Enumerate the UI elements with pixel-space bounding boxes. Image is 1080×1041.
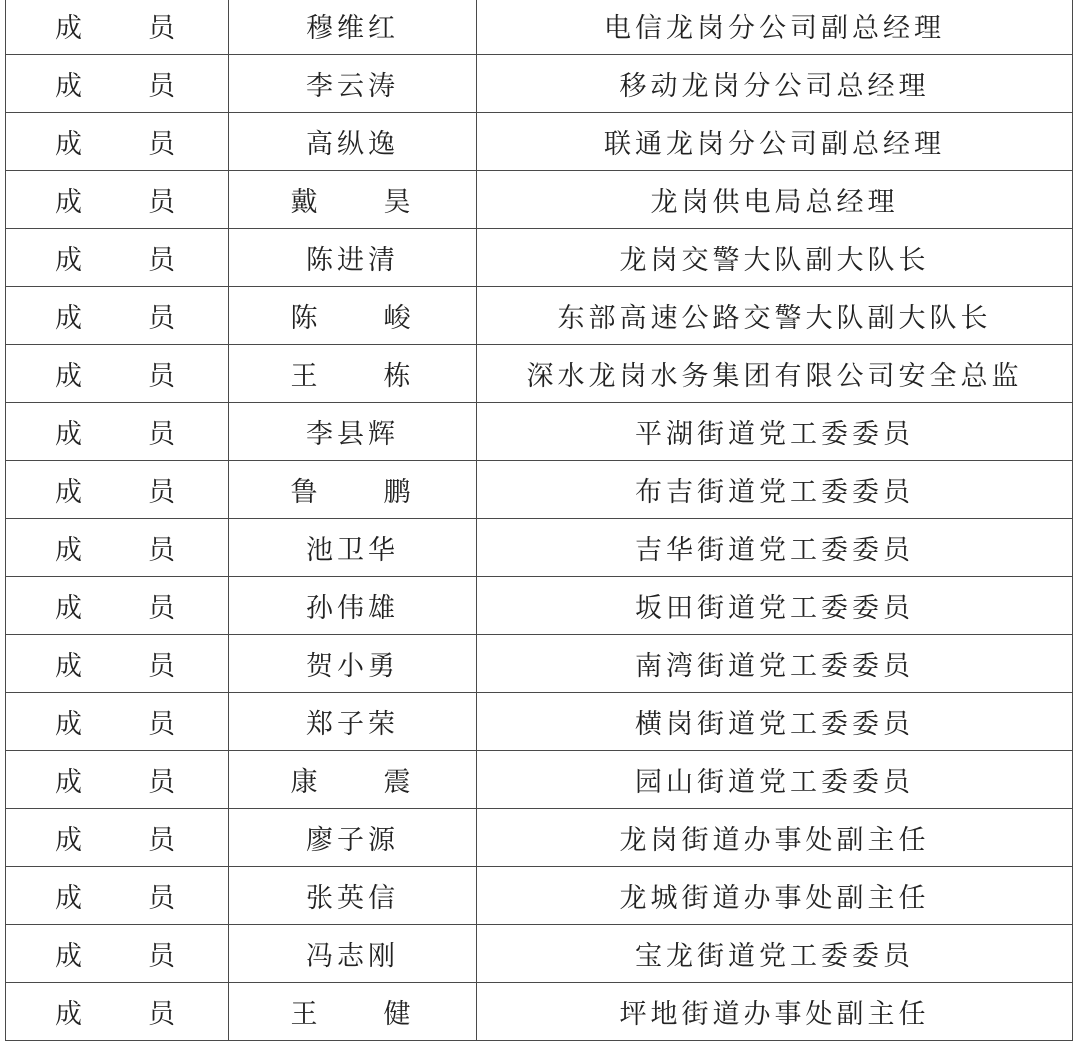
name-cell: 穆维红 xyxy=(229,0,477,55)
table-row xyxy=(6,229,1073,287)
role-cell: 成 员 xyxy=(6,751,229,809)
role-cell: 成 员 xyxy=(6,229,229,287)
role-cell: 成 员 xyxy=(6,925,229,983)
position-cell: 龙城街道办事处副主任 xyxy=(477,867,1073,925)
name-cell: 张英信 xyxy=(229,867,477,925)
table-row xyxy=(6,345,1073,403)
name-cell: 廖子源 xyxy=(229,809,477,867)
role-cell: 成 员 xyxy=(6,113,229,171)
table-row xyxy=(6,577,1073,635)
position-cell: 龙岗交警大队副大队长 xyxy=(477,229,1073,287)
member-table xyxy=(5,0,1073,1041)
position-cell: 联通龙岗分公司副总经理 xyxy=(477,113,1073,171)
position-cell: 移动龙岗分公司总经理 xyxy=(477,55,1073,113)
name-cell: 王 栋 xyxy=(229,345,477,403)
role-cell: 成 员 xyxy=(6,867,229,925)
name-cell: 戴 昊 xyxy=(229,171,477,229)
member-table-body xyxy=(6,0,1073,1041)
position-cell: 吉华街道党工委委员 xyxy=(477,519,1073,577)
role-cell: 成 员 xyxy=(6,345,229,403)
role-cell: 成 员 xyxy=(6,403,229,461)
table-row xyxy=(6,55,1073,113)
name-cell: 冯志刚 xyxy=(229,925,477,983)
position-cell: 坪地街道办事处副主任 xyxy=(477,983,1073,1041)
name-cell: 孙伟雄 xyxy=(229,577,477,635)
role-cell: 成 员 xyxy=(6,287,229,345)
role-cell: 成 员 xyxy=(6,693,229,751)
position-cell: 坂田街道党工委委员 xyxy=(477,577,1073,635)
table-row xyxy=(6,0,1073,55)
role-cell: 成 员 xyxy=(6,171,229,229)
table-row xyxy=(6,113,1073,171)
name-cell: 池卫华 xyxy=(229,519,477,577)
role-cell: 成 员 xyxy=(6,635,229,693)
table-row xyxy=(6,693,1073,751)
name-cell: 陈 峻 xyxy=(229,287,477,345)
table-row xyxy=(6,171,1073,229)
name-cell: 高纵逸 xyxy=(229,113,477,171)
position-cell: 东部高速公路交警大队副大队长 xyxy=(477,287,1073,345)
table-row xyxy=(6,461,1073,519)
name-cell: 李县辉 xyxy=(229,403,477,461)
position-cell: 平湖街道党工委委员 xyxy=(477,403,1073,461)
position-cell: 宝龙街道党工委委员 xyxy=(477,925,1073,983)
position-cell: 电信龙岗分公司副总经理 xyxy=(477,0,1073,55)
position-cell: 龙岗供电局总经理 xyxy=(477,171,1073,229)
position-cell: 南湾街道党工委委员 xyxy=(477,635,1073,693)
role-cell: 成 员 xyxy=(6,55,229,113)
table-row xyxy=(6,925,1073,983)
table-row xyxy=(6,809,1073,867)
role-cell: 成 员 xyxy=(6,577,229,635)
name-cell: 康 震 xyxy=(229,751,477,809)
role-cell: 成 员 xyxy=(6,461,229,519)
role-cell: 成 员 xyxy=(6,809,229,867)
name-cell: 贺小勇 xyxy=(229,635,477,693)
position-cell: 深水龙岗水务集团有限公司安全总监 xyxy=(477,345,1073,403)
table-row xyxy=(6,403,1073,461)
table-row xyxy=(6,287,1073,345)
name-cell: 郑子荣 xyxy=(229,693,477,751)
position-cell: 横岗街道党工委委员 xyxy=(477,693,1073,751)
name-cell: 陈进清 xyxy=(229,229,477,287)
role-cell: 成 员 xyxy=(6,519,229,577)
table-row xyxy=(6,983,1073,1041)
position-cell: 园山街道党工委委员 xyxy=(477,751,1073,809)
position-cell: 布吉街道党工委委员 xyxy=(477,461,1073,519)
table-row xyxy=(6,635,1073,693)
name-cell: 李云涛 xyxy=(229,55,477,113)
role-cell: 成 员 xyxy=(6,983,229,1041)
position-cell: 龙岗街道办事处副主任 xyxy=(477,809,1073,867)
name-cell: 鲁 鹏 xyxy=(229,461,477,519)
table-row xyxy=(6,867,1073,925)
name-cell: 王 健 xyxy=(229,983,477,1041)
table-row xyxy=(6,751,1073,809)
role-cell: 成 员 xyxy=(6,0,229,55)
table-row xyxy=(6,519,1073,577)
